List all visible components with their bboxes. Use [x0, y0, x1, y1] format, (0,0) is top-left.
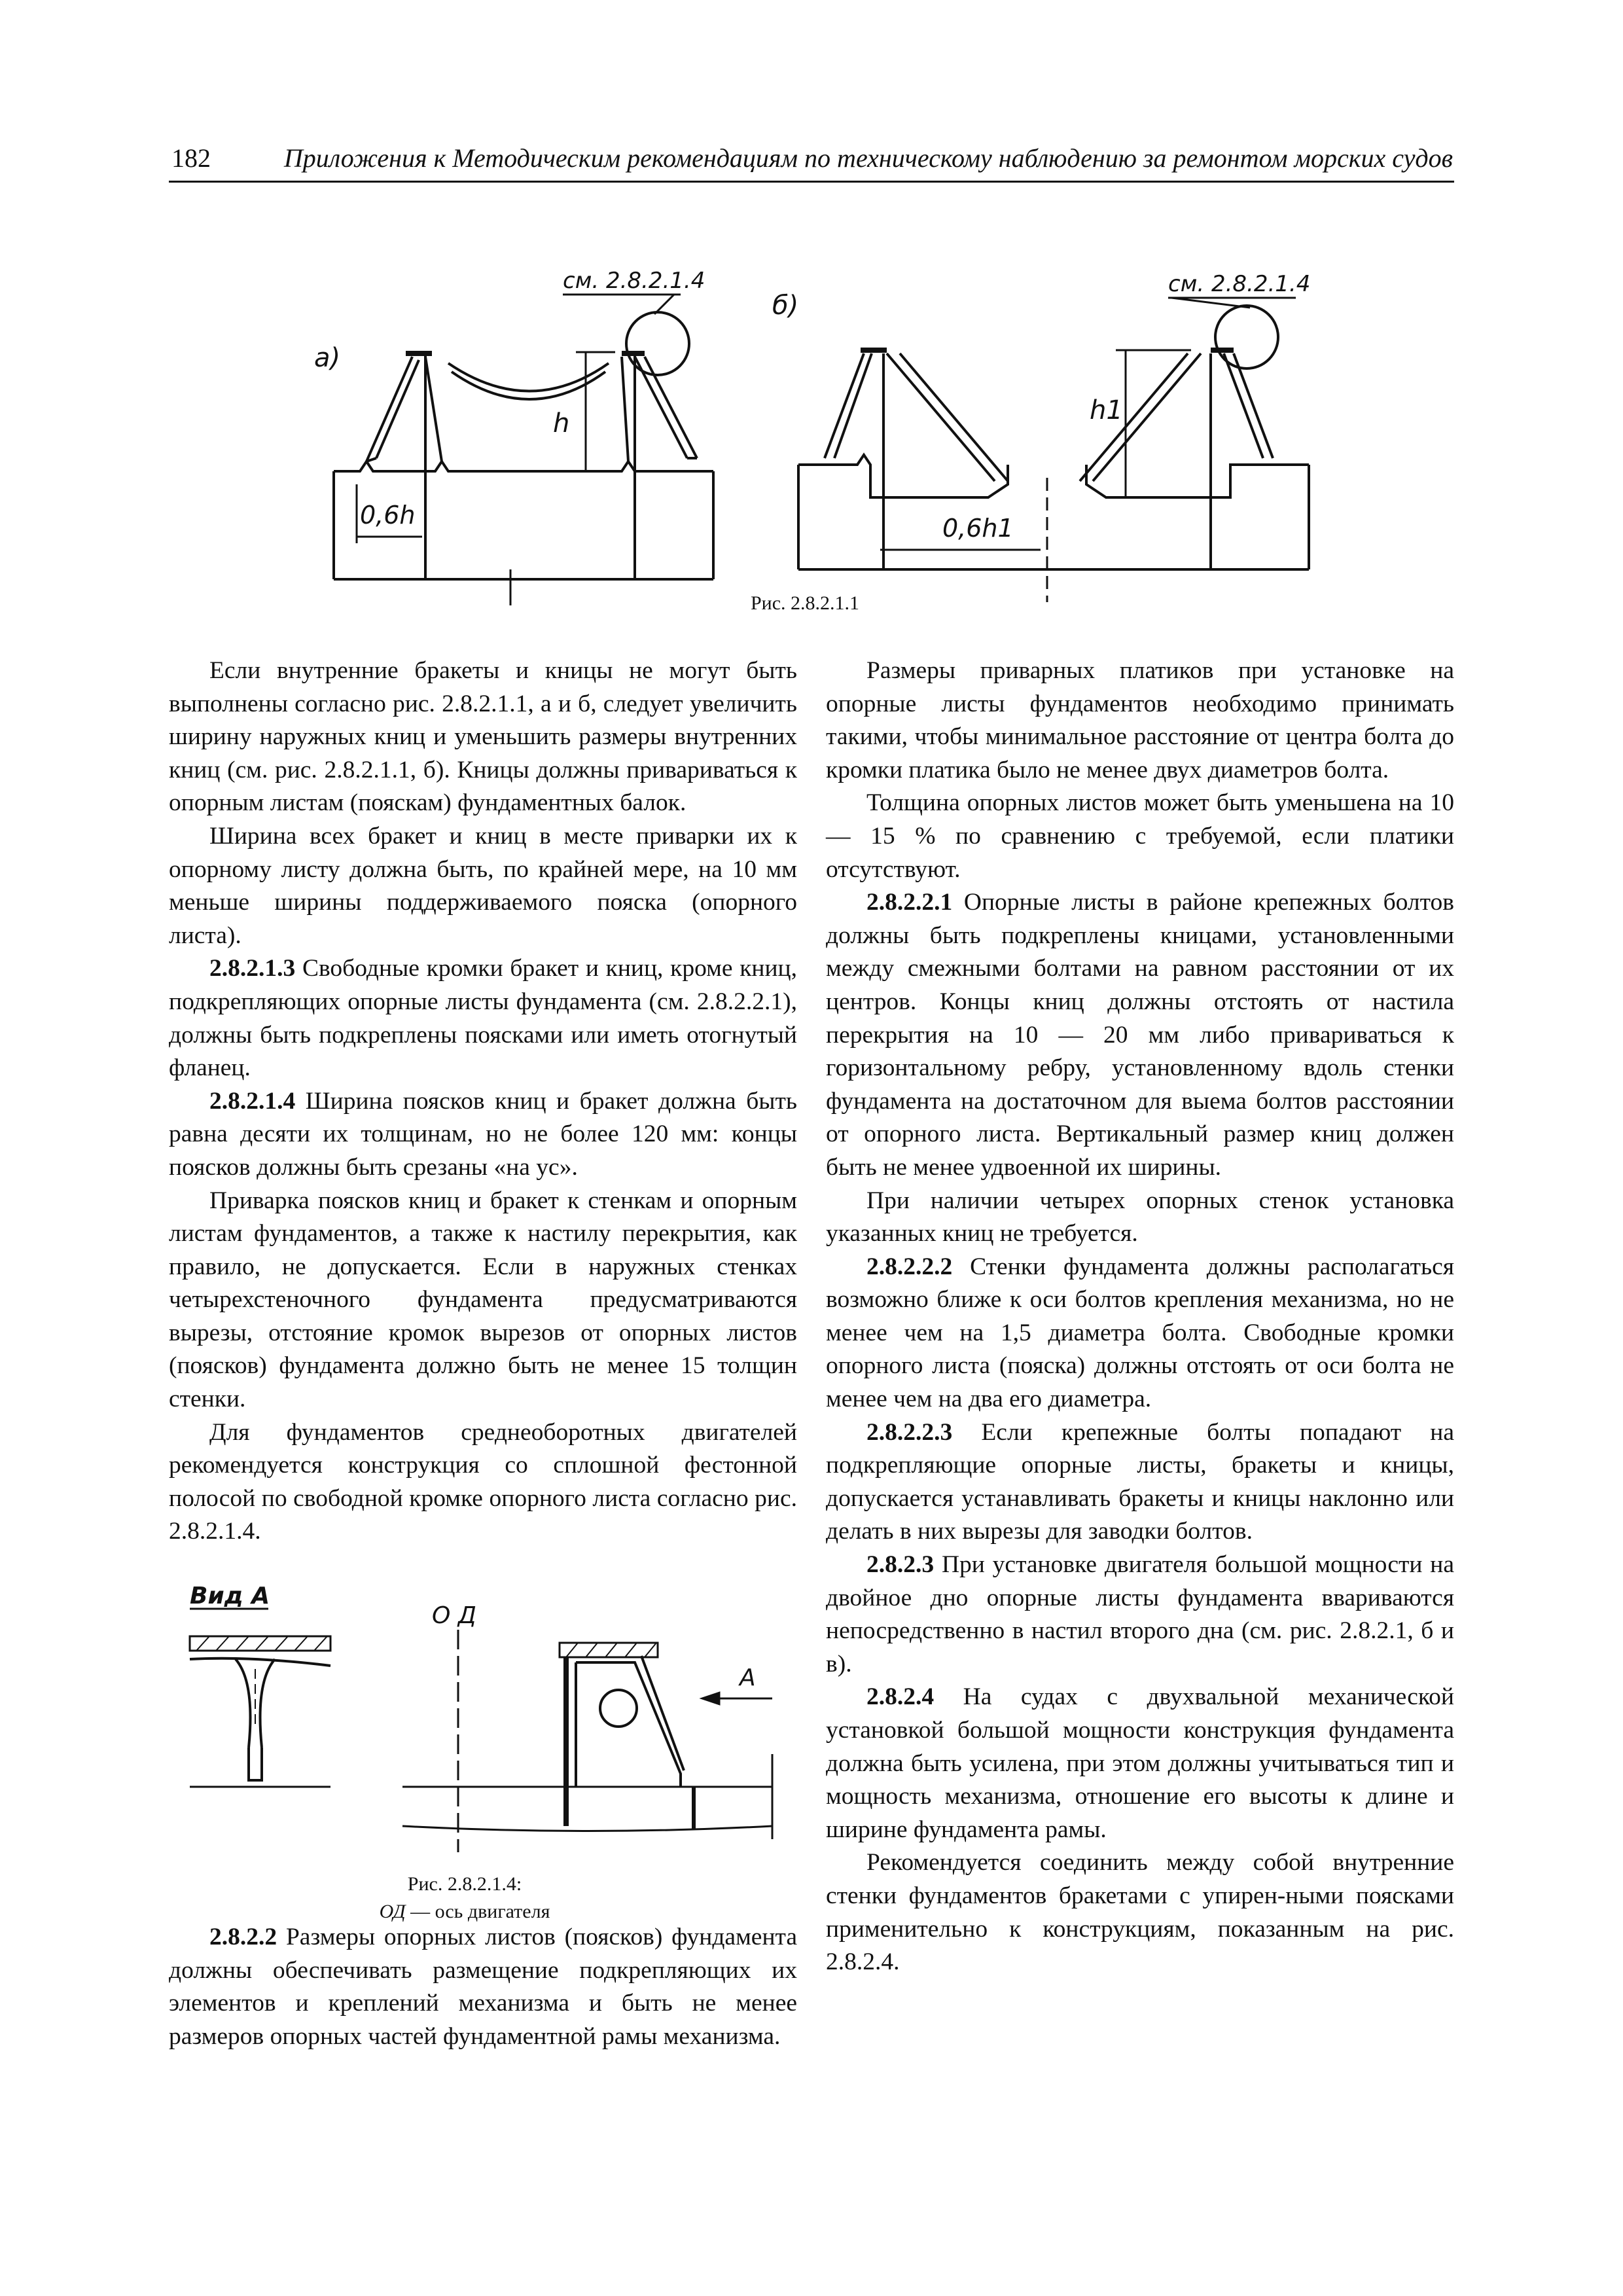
section-number: 2.8.2.1.4	[209, 1087, 296, 1115]
figure-drawing-2	[183, 1577, 798, 1865]
section-number: 2.8.2.2	[209, 1924, 277, 1950]
arrow-a-label: А	[740, 1664, 756, 1691]
right-paragraph-3: 2.8.2.2.1 Опорные листы в районе крепежных болтов должны быть подкреплены кницами, установленными между смежными болтами на равном расстоянии от их центров. Концы книц должны отстоять от настила перекрытия на 10 — 20 мм либо привариваться к горизонтальному ребру, установленному вдоль стенки фундамента на достаточном для выема болтов расстоянии от опорного листа. Вертикальный размер книц должен быть не менее удвоенной их ширины.	[826, 889, 1454, 1181]
right-column	[826, 655, 1454, 1979]
section-number: 2.8.2.2.1	[866, 889, 953, 916]
left-paragraph-5: Приварка поясков книц и бракет к стенкам и опорным листам фундаментов, а также к настилу перекрытия, как правило, не допускается. Если в наружных стенках четырехстеночного фундамента предусматриваются вырезы, отстояние кромок вырезов от опорных листов (поясков) фундамента должно быть не менее 15 толщин стенки.	[169, 1187, 797, 1413]
right-paragraph-4: При наличии четырех опорных стенок установка указанных книц не требуется.	[826, 1187, 1454, 1247]
left-paragraph-2: Ширина всех бракет и книц в месте приварки их к опорному листу должна быть, по крайней мере, на 10 мм меньше ширины поддерживаемого пояска (опорного листа).	[169, 822, 797, 949]
section-number: 2.8.2.4	[866, 1683, 935, 1711]
label-a: а)	[314, 343, 341, 373]
right-paragraph-9: Рекомендуется соединить между собой внутренние стенки фундаментов бракетами с упирен-ными поясками применительно к конструкциям, показанным на рис. 2.8.2.4.	[826, 1849, 1454, 1976]
left-paragraph-4: 2.8.2.1.4 Ширина поясков книц и бракет должна быть равна десяти их толщинам, но не более 120 мм: концы поясков должны быть срезаны «на ус».	[169, 1087, 797, 1181]
dim-06h1: 0,6h1	[942, 514, 1014, 543]
view-a-label: Вид А	[190, 1583, 270, 1609]
label-b: б)	[772, 291, 799, 321]
axis-od-label: О Д	[432, 1602, 476, 1629]
section-number: 2.8.2.2.3	[866, 1418, 953, 1446]
page-header	[169, 140, 1454, 183]
ref-b: см. 2.8.2.1.4	[1168, 271, 1311, 297]
left-paragraph-1: Если внутренние бракеты и кницы не могут быть выполнены согласно рис. 2.8.2.1.1, а и б, следует увеличить ширину наружных книц и уменьшить размеры внутренних книц (см. рис. 2.8.2.1.1, б). Кницы должны привариваться к опорным листам (пояскам) фундаментных балок.	[169, 657, 797, 817]
right-paragraph-6: 2.8.2.2.3 Если крепежные болты попадают на подкрепляющие опорные листы, бракеты и кницы, допускается устанавливать бракеты и кницы наклонно или делать в них вырезы для заводки болтов.	[826, 1418, 1454, 1545]
page-number: 182	[171, 143, 211, 173]
right-paragraph-5: 2.8.2.2.2 Стенки фундамента должны располагаться возможно ближе к оси болтов крепления механизма, но не менее чем на 1,5 диаметра болта. Свободные кромки опорного листа (пояска) должны отстоять от оси болта не менее чем на два его диаметра.	[826, 1253, 1454, 1413]
figure-2-caption-line1: Рис. 2.8.2.1.4:	[407, 1873, 522, 1895]
od-definition: — ось двигателя	[405, 1901, 550, 1922]
left-paragraph-3: 2.8.2.1.3 Свободные кромки бракет и книц, кроме книц, подкрепляющих опорные листы фундамента (см. 2.8.2.2.1), должны быть подкреплены поясками или иметь отогнутый фланец.	[169, 955, 797, 1082]
od-abbrev: ОД	[379, 1901, 406, 1922]
figure-drawing	[288, 262, 1348, 615]
left-column-bottom	[169, 1921, 797, 2053]
figure-1-caption: Рис. 2.8.2.1.1	[750, 592, 860, 614]
right-paragraph-2: Толщина опорных листов может быть уменьшена на 10 — 15 % по сравнению с требуемой, если платики отсутствуют.	[826, 789, 1454, 883]
section-number: 2.8.2.1.3	[209, 955, 296, 982]
figure-2-8-2-1-1	[288, 262, 1348, 615]
section-number: 2.8.2.3	[866, 1551, 935, 1579]
left-paragraph-7: 2.8.2.2 Размеры опорных листов (поясков) фундамента должны обеспечивать размещение подкрепляющих их элементов и креплений механизма и быть не менее размеров опорных частей фундаментной рамы механизма.	[169, 1924, 797, 2050]
figure-2-8-2-1-4	[183, 1577, 798, 1865]
left-column-top	[169, 655, 797, 1549]
dim-h1: h1	[1090, 395, 1123, 425]
running-title: Приложения к Методическим рекомендациям по техническому наблюдению за ремонтом морских судов	[283, 143, 1453, 173]
right-paragraph-8: 2.8.2.4 На судах с двухвальной механической установкой большой мощности конструкция фундамента должна быть усилена, при этом должны учитываться тип и мощность механизма, отношение его высоты к длине и ширине фундамента рамы.	[826, 1683, 1454, 1843]
ref-a: см. 2.8.2.1.4	[563, 268, 705, 294]
right-paragraph-7: 2.8.2.3 При установке двигателя большой мощности на двойное дно опорные листы фундамента ввариваются непосредственно в настил второго дна (см. рис. 2.8.2.1, б и в).	[826, 1551, 1454, 1677]
dim-06h: 0,6h	[360, 501, 416, 529]
dim-h: h	[553, 408, 570, 439]
left-paragraph-6: Для фундаментов среднеоборотных двигателей рекомендуется конструкция со сплошной фестонной полосой по свободной кромке опорного листа согласно рис. 2.8.2.1.4.	[169, 1418, 797, 1545]
right-paragraph-1: Размеры приварных платиков при установке на опорные листы фундаментов необходимо принимать такими, чтобы минимальное расстояние от центра болта до кромки платика было не менее двух диаметров болта.	[826, 657, 1454, 783]
section-number: 2.8.2.2.2	[866, 1253, 953, 1280]
figure-2-caption	[353, 1871, 576, 1926]
